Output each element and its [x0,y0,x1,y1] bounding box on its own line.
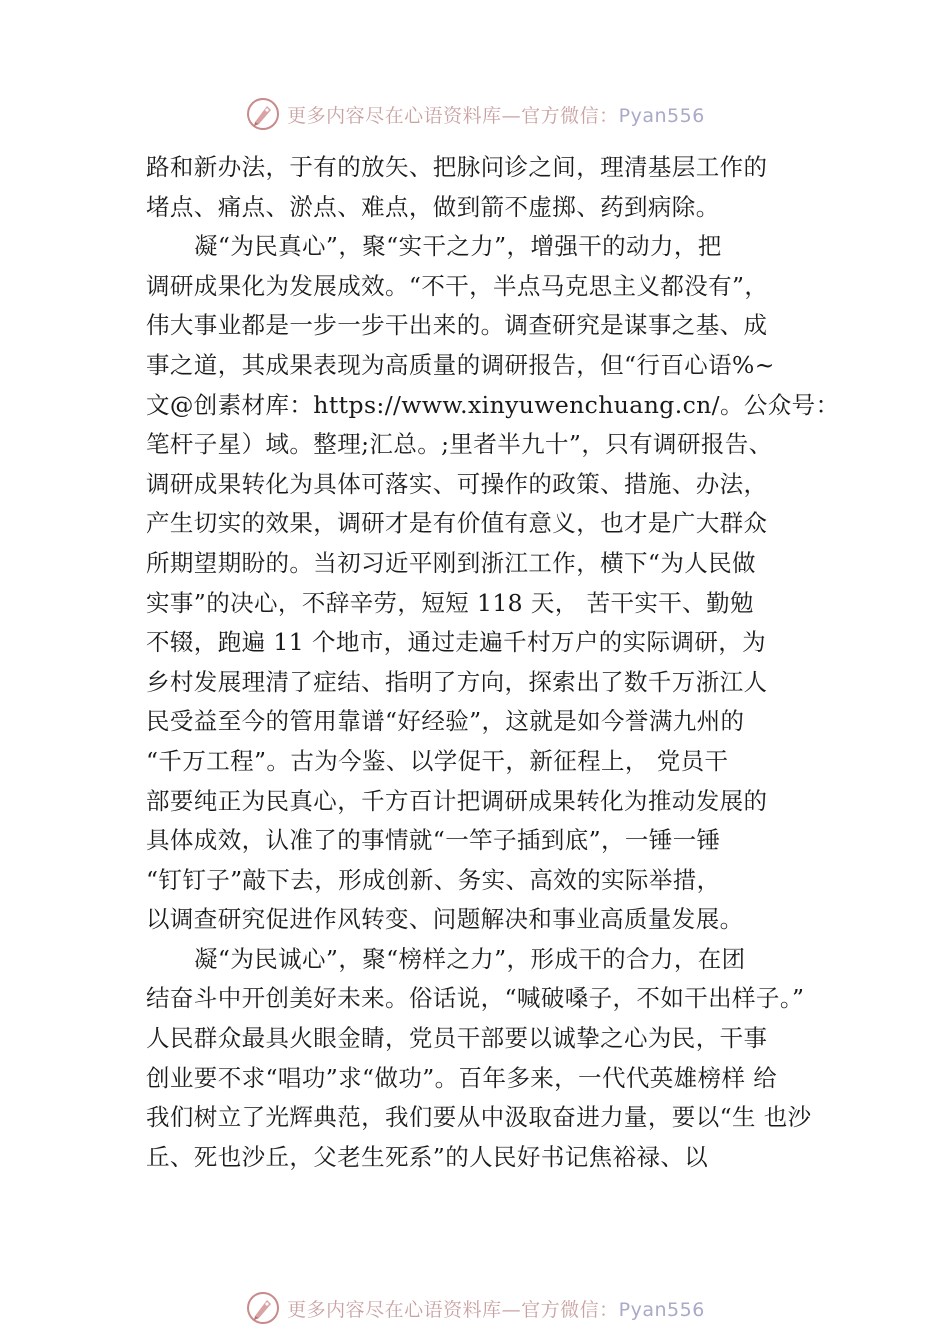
footer-banner-wechat-id: Pyan556 [618,1298,705,1321]
text-line: 凝“为民真心”，聚“实干之力”，增强干的动力，把 [194,232,722,261]
text-line: 创业要不求“唱功”求“做功”。百年多来，一代代英雄榜样 给 [146,1063,778,1092]
text-line: 事之道，其成果表现为高质量的调研报告，但“行百心语%~ [146,350,775,379]
text-line: 堵点、痛点、淤点、难点，做到箭不虚掷、药到病除。 [146,192,720,221]
footer-banner-inner [245,1290,705,1326]
text-line: 调研成果化为发展成效。“不干，半点马克思主义都没有”， [146,271,769,300]
header-banner-label: 更多内容尽在心语资料库—官方微信： [287,104,619,127]
header-banner [0,94,950,134]
text-line: 民受益至今的管用靠谱“好经验”，这就是如今誉满九州的 [146,707,745,736]
text-line: 部要纯正为民真心，千方百计把调研成果转化为推动发展的 [146,786,768,815]
header-banner-wechat-id: Pyan556 [618,104,705,127]
text-line: 产生切实的效果，调研才是有价值有意义，也才是广大群众 [146,509,768,538]
header-banner-text [287,101,705,128]
text-line: 文@创素材库：https://www.xinyuwenchuang.cn/。公众号： [146,390,840,419]
text-line: 丘、死也沙丘，父老生死系”的人民好书记焦裕禄、以 [146,1142,709,1171]
text-line: 不辍，跑遍 11 个地市，通过走遍千村万户的实际调研，为 [146,628,767,657]
footer-banner-label: 更多内容尽在心语资料库—官方微信： [287,1298,619,1321]
text-line: 实事”的决心，不辞辛劳，短短 118 天， 苦干实干、勤勉 [146,588,754,617]
text-line: 具体成效，认准了的事情就“一竿子插到底”，一锤一锤 [146,826,721,855]
text-line: 伟大事业都是一步一步干出来的。调查研究是谋事之基、成 [146,311,768,340]
pen-nib-logo-icon [245,1290,281,1326]
text-line: “钉钉子”敲下去，形成创新、务实、高效的实际举措， [146,865,721,894]
text-line: 以调查研究促进作风转变、问题解决和事业高质量发展。 [146,905,744,934]
text-line: 调研成果转化为具体可落实、可操作的政策、措施、办法， [146,469,768,498]
pen-nib-logo-icon [245,96,281,132]
text-line: 结奋斗中开创美好未来。俗话说，“喊破嗓子，不如干出样子。” [146,984,805,1013]
footer-banner-text [287,1295,705,1322]
text-line: 我们树立了光辉典范，我们要从中汲取奋进力量，要以“生 也沙 [146,1103,812,1132]
document-body [146,148,840,1177]
text-line: 凝“为民诚心”，聚“榜样之力”，形成干的合力，在团 [194,944,746,973]
header-banner-inner [245,96,705,132]
text-line: 所期望期盼的。当初习近平刚到浙江工作，横下“为人民做 [146,548,756,577]
text-line: 乡村发展理清了症结、指明了方向，探索出了数千万浙江人 [146,667,768,696]
text-line: 笔杆子星）域。整理;汇总。;里者半九十”，只有调研报告、 [146,430,773,459]
text-line: “千万工程”。古为今鉴、以学促干，新征程上， 党员干 [146,746,729,775]
text-line: 人民群众最具火眼金睛，党员干部要以诚挚之心为民，干事 [146,1024,768,1053]
text-line: 路和新办法，于有的放矢、把脉问诊之间，理清基层工作的 [146,153,768,181]
footer-banner [0,1288,950,1328]
